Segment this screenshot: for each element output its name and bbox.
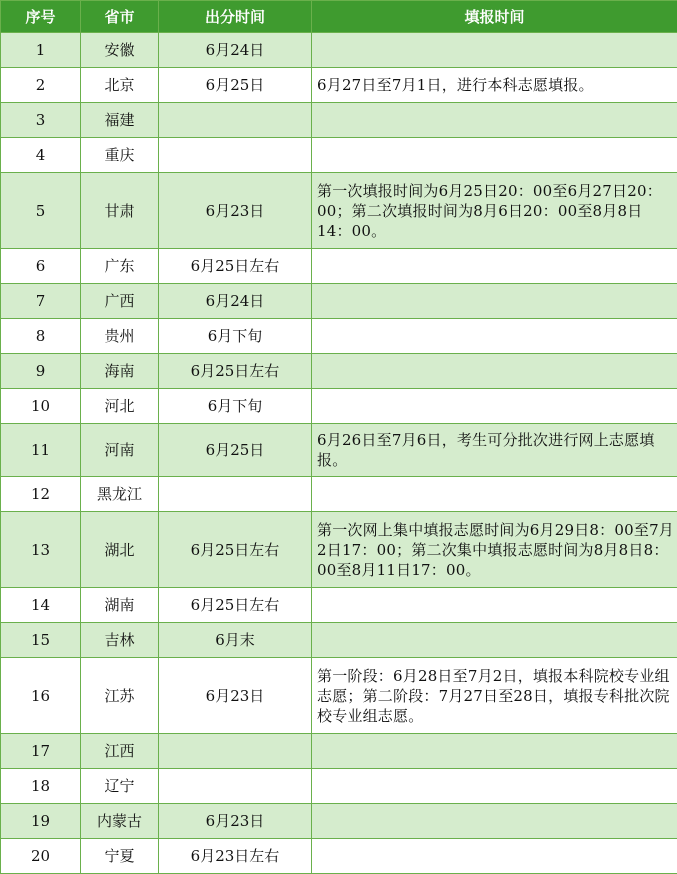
table-row	[1, 68, 677, 103]
cell-province: 河北	[81, 389, 159, 424]
cell-province: 湖北	[81, 512, 159, 588]
cell-score-time: 6月24日	[159, 284, 312, 319]
table-body	[1, 33, 677, 874]
table-row	[1, 839, 677, 874]
cell-score-time: 6月23日	[159, 658, 312, 734]
table-row	[1, 424, 677, 477]
cell-province: 重庆	[81, 138, 159, 173]
cell-no: 17	[1, 734, 81, 769]
cell-score-time: 6月25日左右	[159, 354, 312, 389]
cell-fill-time: 第一次网上集中填报志愿时间为6月29日8：00至7月2日17：00；第二次集中填报志愿时间为8月8日8：00至8月11日17：00。	[312, 512, 677, 588]
table-row	[1, 389, 677, 424]
table-row	[1, 138, 677, 173]
cell-no: 9	[1, 354, 81, 389]
cell-fill-time	[312, 284, 677, 319]
cell-province: 黑龙江	[81, 477, 159, 512]
cell-fill-time	[312, 389, 677, 424]
cell-province: 内蒙古	[81, 804, 159, 839]
cell-fill-time	[312, 623, 677, 658]
cell-province: 北京	[81, 68, 159, 103]
cell-score-time: 6月25日	[159, 68, 312, 103]
cell-no: 20	[1, 839, 81, 874]
cell-score-time: 6月23日左右	[159, 839, 312, 874]
cell-fill-time	[312, 769, 677, 804]
cell-no: 19	[1, 804, 81, 839]
cell-score-time	[159, 769, 312, 804]
table-row	[1, 658, 677, 734]
cell-fill-time: 6月27日至7月1日，进行本科志愿填报。	[312, 68, 677, 103]
cell-score-time: 6月下旬	[159, 319, 312, 354]
cell-no: 14	[1, 588, 81, 623]
cell-fill-time	[312, 354, 677, 389]
cell-score-time: 6月23日	[159, 173, 312, 249]
cell-score-time	[159, 138, 312, 173]
cell-province: 吉林	[81, 623, 159, 658]
table-row	[1, 284, 677, 319]
cell-province: 江西	[81, 734, 159, 769]
cell-fill-time	[312, 103, 677, 138]
table-row	[1, 103, 677, 138]
cell-score-time: 6月23日	[159, 804, 312, 839]
header-no: 序号	[1, 1, 81, 33]
table-row	[1, 623, 677, 658]
cell-fill-time	[312, 734, 677, 769]
table-row	[1, 769, 677, 804]
cell-score-time: 6月25日左右	[159, 512, 312, 588]
cell-score-time: 6月25日左右	[159, 249, 312, 284]
cell-province: 安徽	[81, 33, 159, 68]
cell-province: 贵州	[81, 319, 159, 354]
cell-no: 11	[1, 424, 81, 477]
cell-province: 甘肃	[81, 173, 159, 249]
cell-fill-time	[312, 588, 677, 623]
cell-score-time: 6月24日	[159, 33, 312, 68]
cell-no: 18	[1, 769, 81, 804]
cell-no: 3	[1, 103, 81, 138]
header-fill-time: 填报时间	[312, 1, 677, 33]
cell-no: 13	[1, 512, 81, 588]
table-row	[1, 354, 677, 389]
cell-score-time: 6月下旬	[159, 389, 312, 424]
cell-province: 福建	[81, 103, 159, 138]
cell-score-time	[159, 477, 312, 512]
cell-fill-time: 6月26日至7月6日，考生可分批次进行网上志愿填报。	[312, 424, 677, 477]
cell-score-time: 6月末	[159, 623, 312, 658]
cell-no: 7	[1, 284, 81, 319]
cell-score-time	[159, 103, 312, 138]
cell-fill-time	[312, 319, 677, 354]
table-row	[1, 33, 677, 68]
cell-fill-time: 第一次填报时间为6月25日20：00至6月27日20：00；第二次填报时间为8月6日20：00至8月8日14：00。	[312, 173, 677, 249]
cell-no: 4	[1, 138, 81, 173]
cell-no: 2	[1, 68, 81, 103]
cell-fill-time: 第一阶段：6月28日至7月2日，填报本科院校专业组志愿；第二阶段：7月27日至28日，填报专科批次院校专业组志愿。	[312, 658, 677, 734]
table-row	[1, 734, 677, 769]
cell-no: 10	[1, 389, 81, 424]
header-province: 省市	[81, 1, 159, 33]
cell-score-time: 6月25日	[159, 424, 312, 477]
cell-no: 12	[1, 477, 81, 512]
cell-no: 6	[1, 249, 81, 284]
table-row	[1, 588, 677, 623]
cell-fill-time	[312, 839, 677, 874]
table-row	[1, 512, 677, 588]
table-row	[1, 319, 677, 354]
cell-no: 15	[1, 623, 81, 658]
cell-province: 河南	[81, 424, 159, 477]
cell-no: 1	[1, 33, 81, 68]
table-row	[1, 249, 677, 284]
table-row	[1, 173, 677, 249]
cell-province: 辽宁	[81, 769, 159, 804]
cell-fill-time	[312, 477, 677, 512]
cell-fill-time	[312, 138, 677, 173]
table-header-row	[1, 1, 677, 33]
cell-province: 宁夏	[81, 839, 159, 874]
cell-no: 16	[1, 658, 81, 734]
cell-fill-time	[312, 33, 677, 68]
cell-no: 8	[1, 319, 81, 354]
cell-score-time: 6月25日左右	[159, 588, 312, 623]
cell-province: 湖南	[81, 588, 159, 623]
table-row	[1, 804, 677, 839]
cell-fill-time	[312, 249, 677, 284]
header-score-time: 出分时间	[159, 1, 312, 33]
table-row	[1, 477, 677, 512]
cell-province: 海南	[81, 354, 159, 389]
cell-province: 广东	[81, 249, 159, 284]
cell-score-time	[159, 734, 312, 769]
cell-province: 江苏	[81, 658, 159, 734]
cell-no: 5	[1, 173, 81, 249]
cell-province: 广西	[81, 284, 159, 319]
cell-fill-time	[312, 804, 677, 839]
